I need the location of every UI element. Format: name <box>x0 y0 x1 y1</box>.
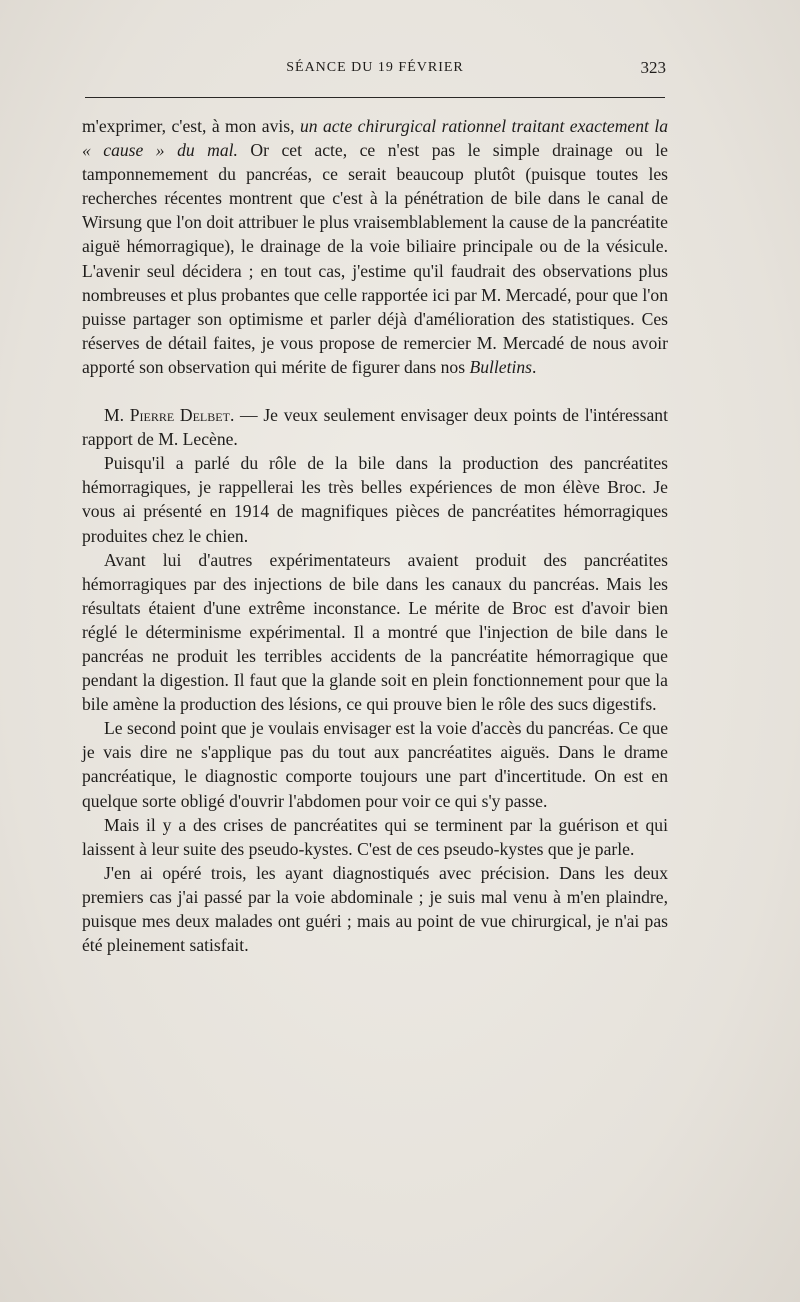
paragraph <box>82 716 668 812</box>
header-rule <box>85 97 665 98</box>
italic-text: un acte chirurgical rationnel traitant exactement la « cause » du mal. <box>82 116 668 161</box>
speaker-name: M. Pierre Delbet <box>104 405 230 426</box>
paragraph <box>82 114 668 379</box>
text-run: . — Je veux seulement envisager deux points de l'intéressant rapport de M. Lecène. <box>82 405 668 450</box>
paragraph <box>82 813 668 861</box>
paragraph <box>82 451 668 547</box>
page-number: 323 <box>640 58 666 77</box>
body-text <box>82 114 668 957</box>
italic-text: Bulletins <box>469 356 533 377</box>
text-run: Le second point que je voulais envisager est la voie d'accès du pancréas. Ce que je vais dire ne s'applique pas du tout aux pancréatites aiguës. Dans le drame pancréatique, le diagnostic comporte toujours une part d'incertitude. On est en quelque sorte obligé d'ouvrir l'abdomen pour voir ce qui s'y passe. <box>82 718 668 811</box>
text-run: Avant lui d'autres expérimentateurs avaient produit des pancréatites hémorragiques par des injections de bile dans les canaux du pancréas. Mais les résultats étaient d'une extrême inconstance. Le mérite de Broc est d'avoir bien réglé le déterminisme expérimental. Il a montré que l'injection de bile dans le pancréas ne produit les terribles accidents de la pancréatite hémorragique que pendant la digestion. Il faut que la glande soit en plein fonctionnement pour que la bile amène la production des lésions, ce qui prouve bien le rôle des sucs digestifs. <box>82 549 668 715</box>
paragraph <box>82 548 668 717</box>
text-run: J'en ai opéré trois, les ayant diagnostiqués avec précision. Dans les deux premiers cas j'ai passé par la voie abdominale ; je suis mal venu à m'en plaindre, puisque mes deux malades ont guéri ; mais au point de vue chirurgical, je n'ai pas été pleinement satisfait. <box>82 862 668 956</box>
paragraph <box>82 861 668 957</box>
running-head <box>80 58 670 82</box>
text-run: Or cet acte, ce n'est pas le simple drainage ou le tamponnemement du pancréas, ce serait beaucoup plutôt (puisque toutes les recherches récentes montrent que c'est à la pénétration de bile dans le canal de Wirsung que l'on doit attribuer le plus vraisemblablement la cause de la pancréatite aiguë hémorragique), le drainage de la voie biliaire principale ou de la vésicule. L'avenir seul décidera ; en tout cas, j'estime qu'il faudrait des observations plus nombreuses et plus probantes que celle rapportée ici par M. Mercadé, pour que l'on puisse partager son optimisme et parler déjà d'amélioration des statistiques. Ces réserves de détail faites, je vous propose de remercier M. Mercadé de nous avoir apporté son observation qui mérite de figurer dans nos <box>82 140 669 377</box>
text-run: Mais il y a des crises de pancréatites qui se terminent par la guérison et qui laissent à leur suite des pseudo-kystes. C'est de ces pseudo-kystes que je parle. <box>82 814 668 859</box>
paragraph-spacer <box>82 379 668 403</box>
running-title: SÉANCE DU 19 FÉVRIER <box>286 60 464 75</box>
text-run: Puisqu'il a parlé du rôle de la bile dans la production des pancréatites hémorragiques, je rappellerai les très belles expériences de mon élève Broc. Je vous ai présenté en 1914 de magnifiques pièces de pancréatites hémorragiques produites chez le chien. <box>82 453 668 546</box>
text-run: . <box>532 356 537 377</box>
paragraph <box>82 403 668 451</box>
text-run: m'exprimer, c'est, à mon avis, <box>82 116 300 136</box>
